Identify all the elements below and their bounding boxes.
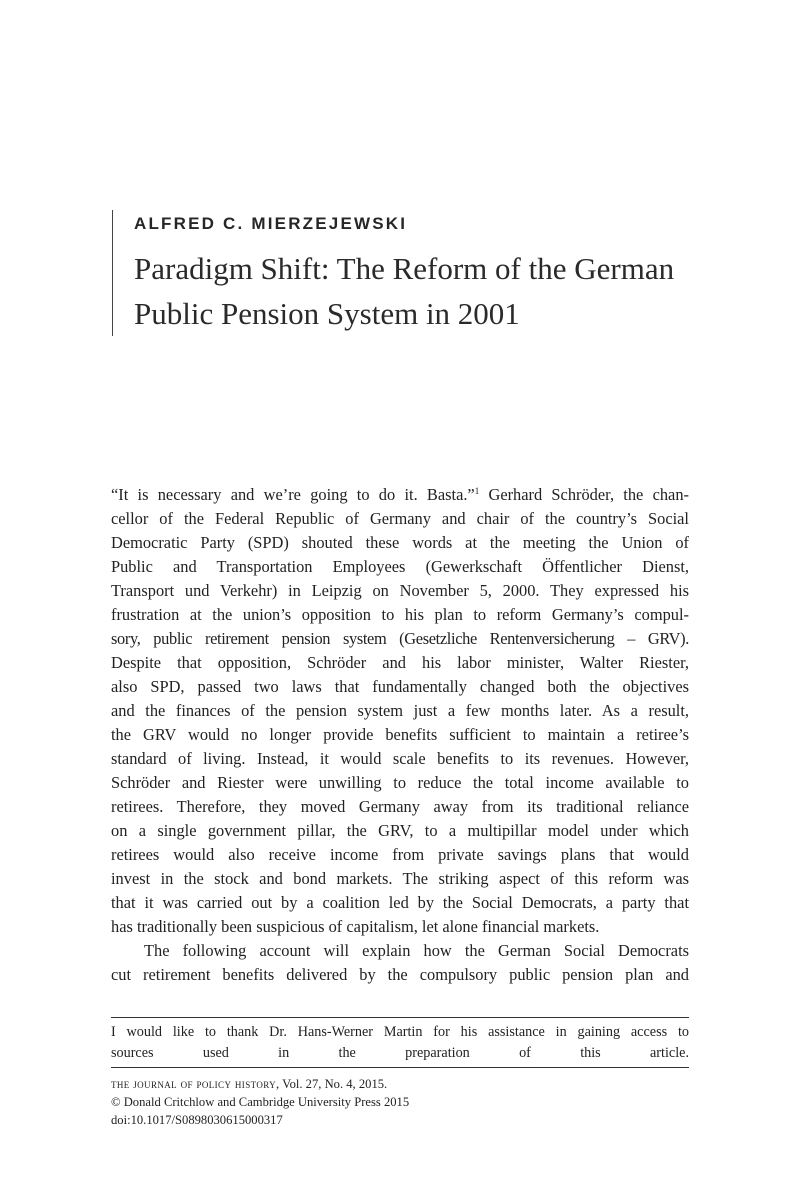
publication-info — [111, 1075, 689, 1129]
article-title-line: Paradigm Shift: The Reform of the German — [134, 251, 675, 286]
paragraph-1 — [111, 483, 689, 939]
journal-citation — [111, 1075, 689, 1093]
acknowledgement-footnote — [111, 1022, 689, 1064]
footnote-divider — [111, 1017, 689, 1018]
article-title — [134, 246, 734, 336]
body-line: The following account will explain how the German Social Democrats — [144, 941, 689, 960]
copyright-line: © Donald Critchlow and Cambridge University Press 2015 — [111, 1095, 410, 1109]
author-name: ALFRED C. MIERZEJEWSKI — [134, 214, 408, 233]
article-body — [111, 483, 689, 987]
footnote-marker[interactable]: 1 — [474, 486, 480, 496]
body-line: retirees would also receive income from private savings plans that would — [111, 845, 689, 864]
body-line: frustration at the union’s opposition to his plan to reform Germany’s compul- — [111, 605, 689, 624]
journal-name: the journal of policy history — [111, 1077, 277, 1091]
body-line: Transport und Verkehr) in Leipzig on November 5, 2000. They expressed his — [111, 581, 689, 600]
body-line: on a single government pillar, the GRV, to a multipillar model under which — [111, 821, 689, 840]
body-line: cellor of the Federal Republic of Germany and chair of the country’s Social — [111, 509, 689, 528]
footnote-line: sources used in the preparation of this article. — [111, 1045, 689, 1061]
article-header — [112, 210, 734, 336]
paragraph-2 — [111, 939, 689, 987]
doi-line[interactable]: doi:10.1017/S0898030615000317 — [111, 1113, 283, 1127]
body-line: Schröder and Riester were unwilling to reduce the total income available to — [111, 773, 689, 792]
body-line: standard of living. Instead, it would scale benefits to its revenues. However, — [111, 749, 689, 768]
body-line: that it was carried out by a coalition led by the Social Democrats, a party that — [111, 893, 689, 912]
body-line: Democratic Party (SPD) shouted these words at the meeting the Union of — [111, 533, 689, 552]
body-line: cut retirement benefits delivered by the compulsory public pension plan and — [111, 965, 689, 984]
body-line: sory, public retirement pension system (Gesetzliche Rentenversicherung – GRV). — [111, 629, 689, 648]
footnote-line: I would like to thank Dr. Hans-Werner Martin for his assistance in gaining access to — [111, 1024, 689, 1040]
body-line: Despite that opposition, Schröder and his labor minister, Walter Riester, — [111, 653, 689, 672]
body-line: “It is necessary and we’re going to do it. Basta.”$^1$ Gerhard Schröder, the chan- — [111, 485, 689, 504]
footnote-divider — [111, 1067, 689, 1068]
body-line: the GRV would no longer provide benefits sufficient to maintain a retiree’s — [111, 725, 689, 744]
body-line: retirees. Therefore, they moved Germany away from its traditional reliance — [111, 797, 689, 816]
journal-volume: , Vol. 27, No. 4, 2015. — [276, 1077, 388, 1091]
body-line: has traditionally been suspicious of capitalism, let alone financial markets. — [111, 917, 600, 936]
body-line: also SPD, passed two laws that fundamentally changed both the objectives — [111, 677, 689, 696]
body-line: invest in the stock and bond markets. The striking aspect of this reform was — [111, 869, 689, 888]
body-line: Public and Transportation Employees (Gewerkschaft Öffentlicher Dienst, — [111, 557, 689, 576]
article-title-line: Public Pension System in 2001 — [134, 296, 520, 331]
opening-quote: “It is necessary and we’re going to do it. Basta.” — [111, 485, 475, 504]
body-line: and the finances of the pension system just a few months later. As a result, — [111, 701, 689, 720]
